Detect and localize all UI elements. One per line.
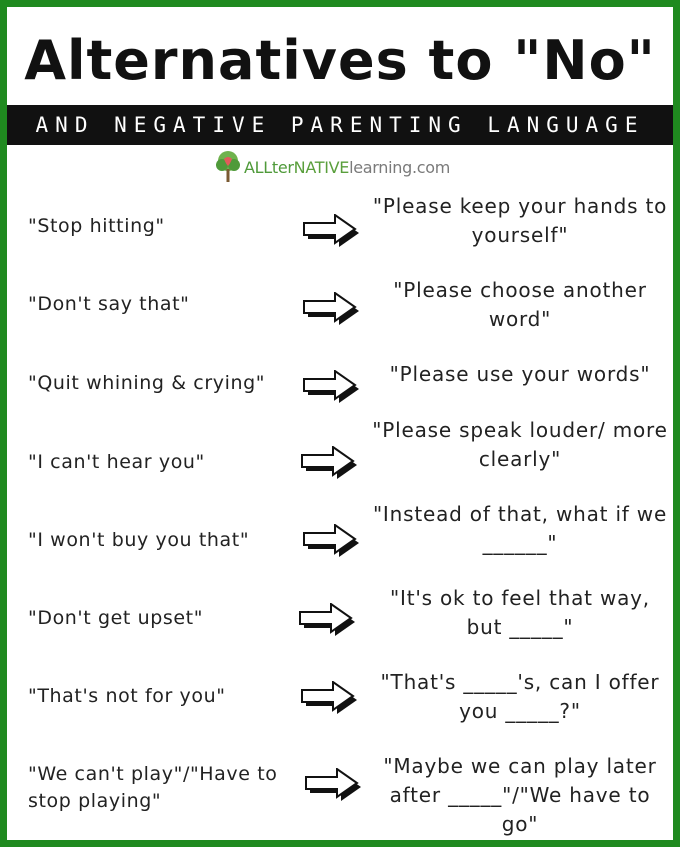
negative-phrase: "Don't get upset" <box>28 607 204 629</box>
positive-alternative: "Please choose another word" <box>393 278 647 331</box>
positive-alternative: "Please speak louder/ more clearly" <box>372 418 668 471</box>
arrow-right-icon <box>302 292 362 326</box>
subtitle-banner <box>7 105 673 145</box>
positive-alternative: "That's _____'s, can I offer you _____?" <box>380 670 660 723</box>
negative-phrase: "Don't say that" <box>28 293 190 315</box>
arrow-right-icon <box>304 768 364 802</box>
logo-text: ALLterNATIVElearning.com <box>244 157 451 177</box>
tree-icon <box>214 150 244 184</box>
positive-alternative: "It's ok to feel that way, but _____" <box>390 586 650 639</box>
positive-alternative: "Please use your words" <box>389 362 651 386</box>
negative-phrase: "I can't hear you" <box>28 451 205 473</box>
arrow-right-icon <box>302 524 362 558</box>
arrow-right-icon <box>298 603 358 637</box>
negative-phrase: "Quit whining & crying" <box>28 372 266 394</box>
arrow-right-icon <box>302 370 362 404</box>
arrow-right-icon <box>300 681 360 715</box>
site-logo <box>214 150 450 184</box>
positive-alternative: "Maybe we can play later after _____"/"We have to go" <box>383 754 657 836</box>
positive-alternative: "Please keep your hands to yourself" <box>372 194 668 247</box>
arrow-right-icon <box>302 214 362 248</box>
page-title: Alternatives to "No" <box>24 29 656 92</box>
negative-phrase: "We can't play"/"Have to stop playing" <box>28 763 278 812</box>
arrow-right-icon <box>300 446 360 480</box>
negative-phrase: "I won't buy you that" <box>28 529 250 551</box>
positive-alternative: "Instead of that, what if we ______" <box>372 502 668 555</box>
negative-phrase: "Stop hitting" <box>28 215 165 237</box>
subtitle-text: AND NEGATIVE PARENTING LANGUAGE <box>35 113 645 137</box>
negative-phrase: "That's not for you" <box>28 685 226 707</box>
